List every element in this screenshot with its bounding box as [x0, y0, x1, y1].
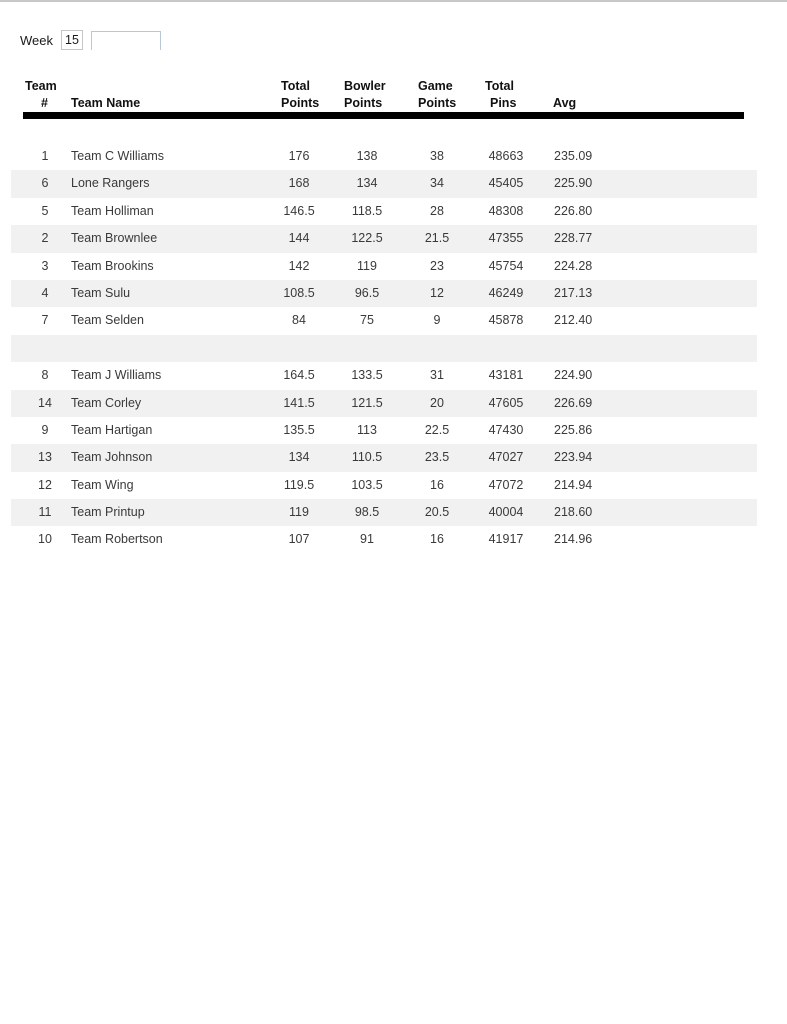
bowler-points-cell: 122.5 — [351, 231, 383, 246]
total-pins-cell: 41917 — [488, 532, 524, 547]
header-bowler-points-line1: Bowler — [344, 79, 386, 93]
total-pins-cell: 45754 — [488, 258, 524, 273]
header-team-number-line2: # — [41, 96, 48, 110]
total-pins-cell: 45878 — [488, 313, 524, 328]
header-game-points-line2: Points — [418, 96, 457, 110]
avg-cell: 223.94 — [554, 450, 593, 465]
avg-cell: 226.80 — [554, 203, 593, 218]
avg-cell: 224.28 — [554, 258, 593, 273]
game-points-cell: 16 — [430, 532, 444, 547]
bowler-points-cell: 103.5 — [351, 477, 383, 492]
header-total-pins-line2: Pins — [490, 96, 517, 110]
table-row — [11, 307, 757, 334]
avg-cell: 228.77 — [554, 231, 593, 246]
team-name-cell: Team Brownlee — [71, 231, 158, 246]
team-name-cell: Team Wing — [71, 477, 134, 492]
total-pins-cell: 46249 — [488, 285, 524, 300]
header-game-points — [418, 78, 456, 112]
table-row — [11, 526, 757, 553]
total-points-cell: 119.5 — [283, 477, 315, 492]
table-header — [0, 78, 787, 112]
total-points-cell: 176 — [288, 149, 310, 163]
team-name-cell: Team Robertson — [71, 532, 163, 547]
table-row — [11, 362, 757, 389]
game-points-cell: 9 — [433, 313, 441, 328]
team-number-cell: 7 — [41, 313, 49, 328]
total-pins-cell: 47355 — [488, 231, 524, 246]
total-points-cell: 134 — [288, 450, 310, 465]
header-team-number — [25, 78, 65, 112]
bowler-points-cell: 110.5 — [351, 450, 383, 465]
header-bowler-points — [344, 78, 386, 112]
total-pins-cell: 48308 — [488, 203, 524, 218]
total-points-cell: 164.5 — [283, 368, 315, 383]
game-points-cell: 38 — [430, 149, 444, 163]
header-team-number-line1: Team — [25, 79, 57, 93]
table-row — [11, 444, 757, 471]
team-name-cell: Team Corley — [71, 395, 142, 410]
header-total-points — [281, 78, 319, 112]
total-pins-cell: 45405 — [488, 176, 524, 191]
table-row — [11, 390, 757, 417]
team-name-cell: Team Hartigan — [71, 422, 153, 437]
team-name-cell: Team Brookins — [71, 258, 154, 273]
team-name-cell: Team Sulu — [71, 285, 131, 300]
avg-cell: 226.69 — [554, 395, 593, 410]
game-points-cell: 16 — [430, 477, 444, 492]
week-input[interactable] — [91, 31, 161, 50]
total-pins-cell: 48663 — [488, 149, 524, 163]
header-total-pins — [485, 78, 516, 112]
bowler-points-cell: 91 — [360, 532, 374, 547]
avg-cell: 225.86 — [554, 422, 593, 437]
bowler-points-cell: 138 — [356, 149, 378, 163]
team-number-cell: 13 — [38, 450, 52, 465]
bowler-points-cell: 133.5 — [351, 368, 383, 383]
team-name-cell: Lone Rangers — [71, 176, 150, 191]
team-name-cell: Team Selden — [71, 313, 144, 328]
total-points-cell: 119 — [289, 505, 309, 520]
header-divider — [23, 112, 744, 119]
header-total-points-line2: Points — [281, 96, 320, 110]
avg-cell: 218.60 — [554, 505, 593, 520]
avg-cell: 235.09 — [554, 149, 593, 163]
table-row — [11, 280, 757, 307]
team-number-cell: 12 — [38, 477, 52, 492]
team-number-cell: 6 — [41, 176, 49, 191]
table-row — [11, 225, 757, 252]
team-number-cell: 14 — [38, 395, 52, 410]
avg-cell: 214.96 — [554, 532, 593, 547]
team-number-cell: 4 — [41, 285, 49, 300]
game-points-cell: 23.5 — [424, 450, 450, 465]
table-row — [11, 253, 757, 280]
avg-cell: 224.90 — [554, 368, 593, 383]
team-number-cell: 2 — [41, 231, 49, 246]
bowler-points-cell: 113 — [357, 422, 377, 437]
bowler-points-cell: 75 — [360, 313, 374, 328]
total-points-cell: 146.5 — [283, 203, 315, 218]
spacer-row — [11, 335, 757, 362]
total-points-cell: 107 — [288, 532, 310, 547]
team-name-cell: Team Holliman — [71, 203, 154, 218]
week-selector — [20, 30, 161, 50]
total-pins-cell: 47027 — [488, 450, 524, 465]
total-points-cell: 144 — [288, 231, 310, 246]
game-points-cell: 28 — [430, 203, 444, 218]
total-points-cell: 168 — [288, 176, 310, 191]
table-row — [11, 198, 757, 225]
bowler-points-cell: 96.5 — [354, 285, 380, 300]
total-points-cell: 135.5 — [283, 422, 315, 437]
avg-cell: 217.13 — [554, 285, 593, 300]
team-name-cell: Team C Williams — [71, 149, 165, 163]
total-points-cell: 142 — [288, 258, 310, 273]
team-number-cell: 5 — [41, 203, 49, 218]
team-number-cell: 11 — [38, 505, 52, 520]
header-bowler-points-line2: Points — [344, 96, 383, 110]
header-avg: Avg — [553, 96, 577, 110]
team-number-cell: 8 — [41, 368, 49, 383]
total-pins-cell: 43181 — [488, 368, 524, 383]
table-row — [11, 417, 757, 444]
game-points-cell: 21.5 — [424, 231, 450, 246]
total-points-cell: 108.5 — [283, 285, 315, 300]
team-number-cell: 10 — [38, 532, 52, 547]
table-row — [11, 143, 757, 170]
header-total-pins-line1: Total — [485, 79, 514, 93]
game-points-cell: 12 — [430, 285, 444, 300]
header-total-points-line1: Total — [281, 79, 310, 93]
bowler-points-cell: 121.5 — [351, 395, 383, 410]
avg-cell: 214.94 — [554, 477, 593, 492]
team-name-cell: Team J Williams — [71, 368, 162, 383]
bowler-points-cell: 134 — [356, 176, 378, 191]
team-number-cell: 9 — [41, 422, 49, 437]
game-points-cell: 20.5 — [424, 505, 450, 520]
team-number-cell: 1 — [41, 149, 49, 163]
game-points-cell: 34 — [430, 176, 444, 191]
standings-table-body — [11, 143, 757, 554]
game-points-cell: 22.5 — [424, 422, 450, 437]
total-pins-cell: 47072 — [488, 477, 524, 492]
team-name-cell: Team Printup — [71, 505, 145, 520]
header-team-name: Team Name — [71, 96, 141, 110]
table-row — [11, 499, 757, 526]
total-pins-cell: 47430 — [488, 422, 524, 437]
avg-cell: 225.90 — [554, 176, 593, 191]
team-number-cell: 3 — [41, 258, 49, 273]
top-border — [0, 0, 787, 2]
week-label: Week — [20, 32, 53, 48]
table-row — [11, 170, 757, 197]
game-points-cell: 23 — [430, 258, 444, 273]
header-game-points-line1: Game — [418, 79, 453, 93]
total-points-cell: 141.5 — [283, 395, 315, 410]
avg-cell: 212.40 — [554, 313, 593, 328]
total-pins-cell: 40004 — [488, 505, 524, 520]
game-points-cell: 31 — [430, 368, 444, 383]
total-points-cell: 84 — [292, 313, 306, 328]
bowler-points-cell: 98.5 — [354, 505, 380, 520]
table-row — [11, 472, 757, 499]
bowler-points-cell: 118.5 — [351, 203, 383, 218]
total-pins-cell: 47605 — [488, 395, 524, 410]
team-name-cell: Team Johnson — [71, 450, 153, 465]
bowler-points-cell: 119 — [357, 258, 377, 273]
game-points-cell: 20 — [430, 395, 444, 410]
week-value-cell[interactable]: 15 — [61, 30, 83, 50]
